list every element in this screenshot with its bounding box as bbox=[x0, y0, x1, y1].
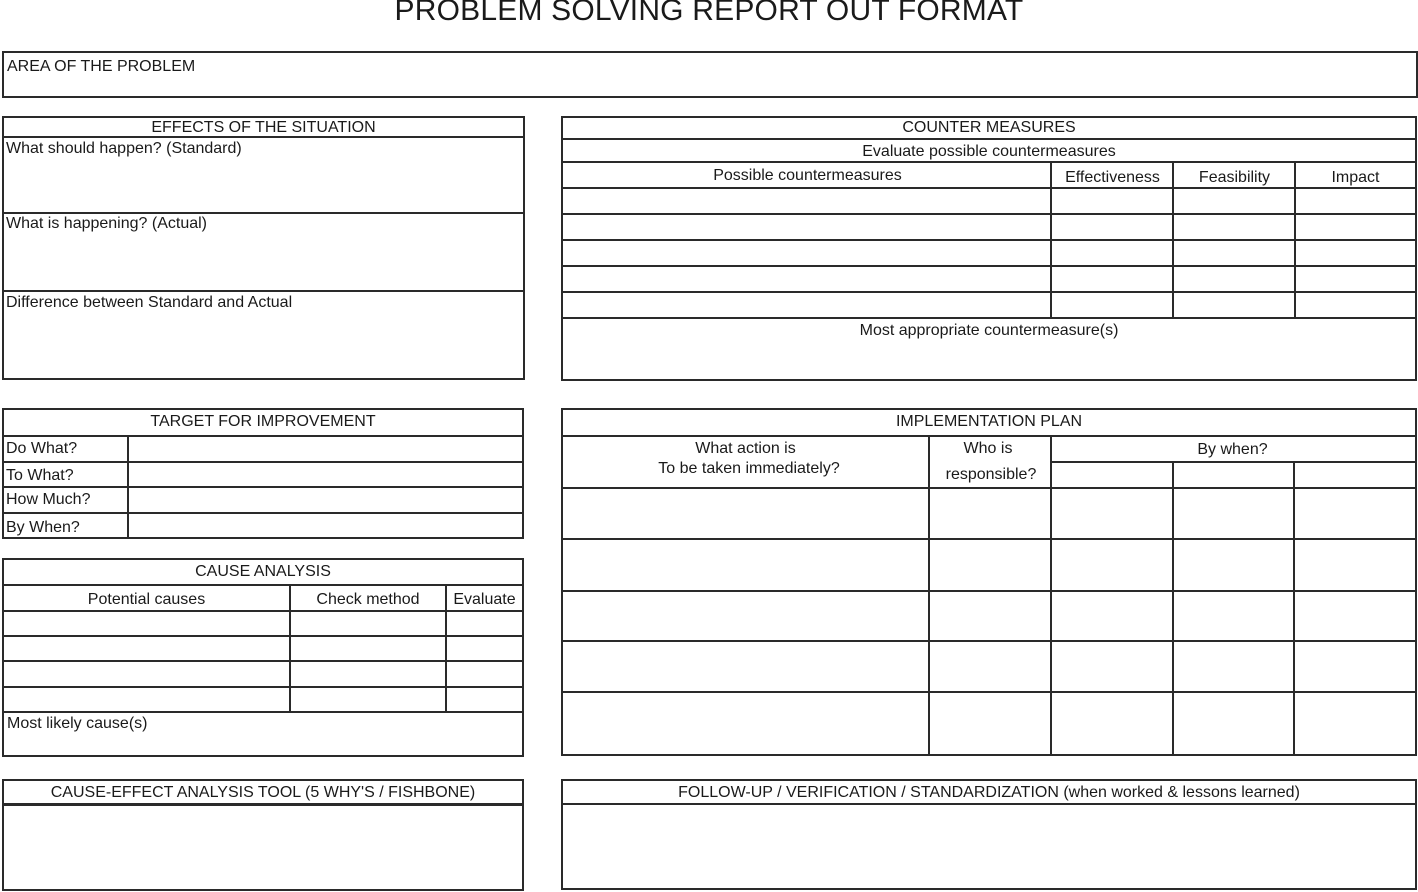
most-likely-cause-label: Most likely cause(s) bbox=[7, 715, 148, 732]
do-what-field[interactable] bbox=[130, 437, 522, 461]
implementation-row[interactable] bbox=[563, 489, 1415, 538]
countermeasure-row[interactable] bbox=[563, 189, 1415, 213]
most-appropriate-countermeasure-label: Most appropriate countermeasure(s) bbox=[859, 322, 1119, 339]
action-header-line1: What action is bbox=[695, 440, 796, 457]
area-of-problem-field[interactable] bbox=[2, 51, 1418, 98]
column-header-effectiveness: Effectiveness bbox=[1065, 169, 1160, 186]
action-header-line2: To be taken immediately? bbox=[658, 460, 840, 477]
column-header-potential-causes: Potential causes bbox=[87, 591, 206, 608]
by-when-label: By When? bbox=[6, 519, 80, 536]
countermeasures-section bbox=[561, 116, 1417, 381]
followup-field[interactable] bbox=[563, 805, 1415, 888]
divider bbox=[1050, 461, 1415, 463]
standard-label: What should happen? (Standard) bbox=[6, 140, 242, 157]
standard-field[interactable] bbox=[4, 138, 523, 212]
effects-section bbox=[2, 116, 525, 380]
to-what-field[interactable] bbox=[130, 463, 522, 486]
area-of-problem-label: AREA OF THE PROBLEM bbox=[7, 58, 196, 75]
column-divider bbox=[127, 437, 129, 537]
target-section bbox=[2, 408, 524, 539]
cause-effect-tool-section bbox=[2, 779, 524, 891]
cause-effect-tool-heading: CAUSE-EFFECT ANALYSIS TOOL (5 WHY'S / FISHBONE) bbox=[50, 784, 476, 801]
target-heading: TARGET FOR IMPROVEMENT bbox=[150, 413, 376, 430]
implementation-plan-section bbox=[561, 408, 1417, 756]
column-header-evaluate: Evaluate bbox=[453, 591, 516, 608]
by-when-field[interactable] bbox=[130, 514, 522, 537]
countermeasures-subheading: Evaluate possible countermeasures bbox=[862, 143, 1116, 160]
cause-analysis-section bbox=[2, 558, 524, 757]
difference-label: Difference between Standard and Actual bbox=[6, 294, 293, 311]
cause-row[interactable] bbox=[4, 637, 522, 660]
page-title: PROBLEM SOLVING REPORT OUT FORMAT bbox=[394, 0, 1024, 27]
cause-analysis-heading: CAUSE ANALYSIS bbox=[195, 563, 331, 580]
how-much-label: How Much? bbox=[6, 491, 91, 508]
cause-row[interactable] bbox=[4, 612, 522, 635]
column-header-feasibility: Feasibility bbox=[1198, 169, 1271, 186]
actual-field[interactable] bbox=[4, 214, 523, 290]
who-header-line2: responsible? bbox=[945, 466, 1037, 483]
divider bbox=[563, 435, 1415, 437]
column-header-impact: Impact bbox=[1331, 169, 1380, 186]
actual-label: What is happening? (Actual) bbox=[6, 215, 207, 232]
implementation-row[interactable] bbox=[563, 592, 1415, 640]
followup-heading: FOLLOW-UP / VERIFICATION / STANDARDIZATION (when worked & lessons learned) bbox=[678, 784, 1300, 801]
how-much-field[interactable] bbox=[130, 488, 522, 512]
implementation-row[interactable] bbox=[563, 642, 1415, 691]
cause-row[interactable] bbox=[4, 662, 522, 686]
countermeasure-row[interactable] bbox=[563, 293, 1415, 317]
implementation-heading: IMPLEMENTATION PLAN bbox=[895, 413, 1083, 430]
most-appropriate-countermeasure-field[interactable] bbox=[563, 319, 1415, 379]
countermeasure-row[interactable] bbox=[563, 267, 1415, 291]
column-header-possible-countermeasures: Possible countermeasures bbox=[713, 167, 902, 184]
most-likely-cause-field[interactable] bbox=[4, 713, 522, 755]
cause-effect-tool-field[interactable] bbox=[4, 806, 522, 889]
divider bbox=[563, 138, 1415, 140]
column-header-check-method: Check method bbox=[316, 591, 420, 608]
countermeasure-row[interactable] bbox=[563, 215, 1415, 239]
do-what-label: Do What? bbox=[6, 440, 78, 457]
by-when-header: By when? bbox=[1197, 441, 1268, 458]
implementation-row[interactable] bbox=[563, 693, 1415, 754]
who-header-line1: Who is bbox=[963, 440, 1013, 457]
cause-row[interactable] bbox=[4, 688, 522, 711]
difference-field[interactable] bbox=[4, 292, 523, 378]
effects-heading: EFFECTS OF THE SITUATION bbox=[151, 119, 376, 136]
divider bbox=[563, 161, 1415, 163]
countermeasure-row[interactable] bbox=[563, 241, 1415, 265]
to-what-label: To What? bbox=[6, 467, 74, 484]
followup-section bbox=[561, 779, 1417, 890]
implementation-row[interactable] bbox=[563, 540, 1415, 590]
countermeasures-heading: COUNTER MEASURES bbox=[902, 119, 1076, 136]
